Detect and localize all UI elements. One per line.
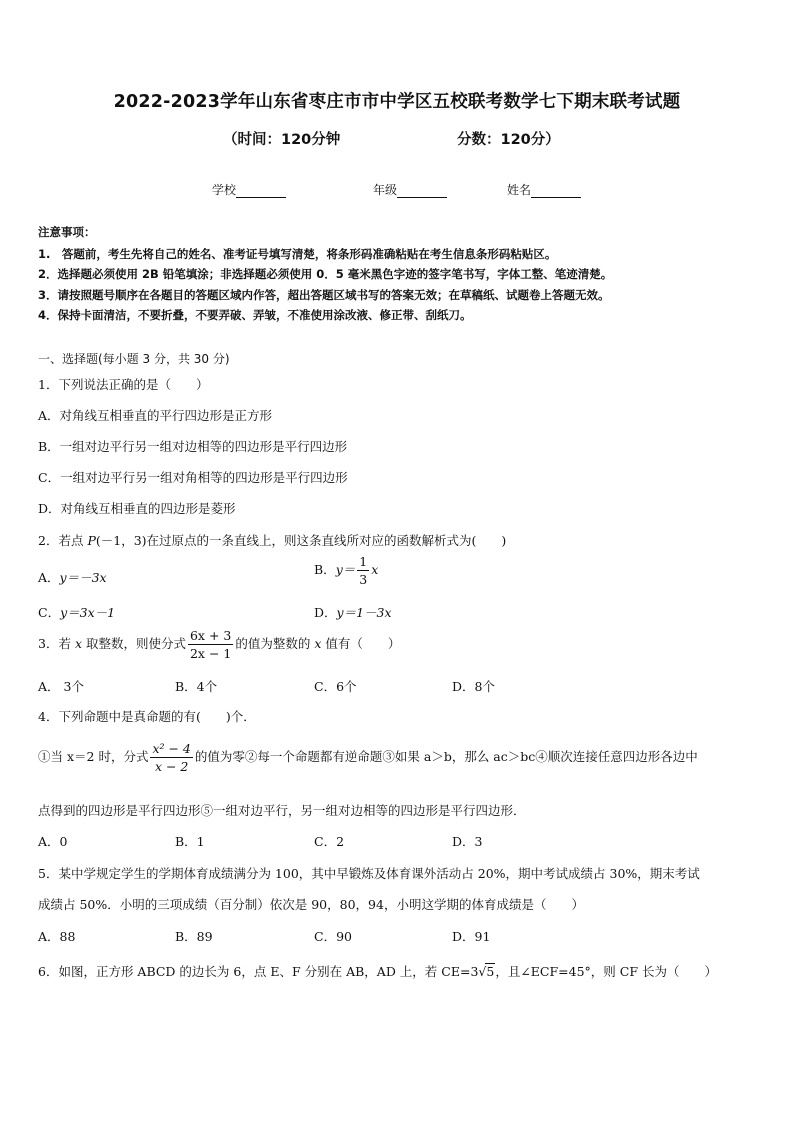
- q2-stem: [38, 531, 506, 549]
- q2-option-d: [314, 603, 392, 621]
- q2-option-b-post: x: [371, 562, 379, 577]
- q4-fraction: [150, 740, 192, 775]
- notice-heading: 注意事项：: [38, 225, 96, 239]
- q4-line1-post: 的值为零②每一个命题都有逆命题③如果 a＞b，那么 ac＞bc④顺次连接任意四边形各边中: [194, 749, 698, 764]
- q2-stem-post: (－1，3)在过原点的一条直线上，则这条直线所对应的函数解析式为( ): [95, 533, 507, 548]
- grade-blank: [397, 185, 447, 198]
- q1-stem: 1．下列说法正确的是（ ）: [38, 377, 209, 392]
- q4-option-c: C．2: [314, 834, 345, 849]
- fraction-denominator: [150, 758, 192, 775]
- q5-option-b: B．89: [175, 929, 213, 944]
- fraction-denominator: 3: [359, 572, 368, 587]
- q2-option-a: [38, 568, 107, 586]
- grade-label: 年级: [373, 183, 398, 197]
- name-blank: [531, 185, 581, 198]
- q6-stem: [38, 962, 717, 980]
- q2-option-d-label: D．: [314, 605, 337, 620]
- q6-stem-post: ，且∠ECF=45°，则 CF 长为（ ）: [495, 964, 717, 979]
- q2-option-b-fraction: [357, 553, 369, 588]
- school-label: 学校: [212, 183, 237, 197]
- q1-option-c: C．一组对边平行另一组对角相等的四边形是平行四边形: [38, 470, 348, 485]
- q2-option-a-expr: y＝－3x: [59, 570, 107, 585]
- q4-option-d: D．3: [452, 834, 483, 849]
- q3-option-c: C．6个: [314, 679, 357, 694]
- q1-option-b: B．一组对边平行另一组对边相等的四边形是平行四边形: [38, 439, 348, 454]
- q5-option-d: D．91: [452, 929, 491, 944]
- q2-stem-pre: 2．若点: [38, 533, 88, 548]
- q3-option-d: D．8个: [452, 679, 495, 694]
- notice-item-1: 1. 答题前，考生先将自己的姓名、准考证号填写清楚，将条形码准确粘贴在考生信息条形码粘贴区。: [38, 247, 557, 261]
- q2-option-c-label: C．: [38, 605, 61, 620]
- q3-stem-mid: 取整数，则使分式: [82, 636, 186, 651]
- q2-option-b: [314, 553, 378, 588]
- q3-stem: [38, 627, 400, 662]
- q4-line1-pre: ①当 x＝2 时，分式: [38, 749, 149, 764]
- q2-option-a-label: A．: [38, 570, 60, 585]
- q4-stem: 4．下列命题中是真命题的有( )个．: [38, 709, 256, 724]
- notice-item-3: 3．请按照题号顺序在各题目的答题区域内作答，超出答题区域书写的答案无效；在草稿纸、试题卷上答题无效。: [38, 288, 610, 302]
- q2-option-b-pre: y＝: [335, 562, 356, 577]
- fraction-numerator: [150, 740, 192, 758]
- name-field: [507, 181, 581, 198]
- q1-option-a: A．对角线互相垂直的平行四边形是正方形: [38, 408, 273, 423]
- q5-line-1: 5．某中学规定学生的学期体育成绩满分为 100，其中早锻炼及体育课外活动占 20%，期中考试成绩占 30%，期末考试: [38, 866, 700, 881]
- q3-stem-pre: 3．若: [38, 636, 75, 651]
- q2-option-c: [38, 603, 115, 621]
- exam-title: 2022-2023学年山东省枣庄市市中学区五校联考数学七下期末联考试题: [113, 92, 681, 112]
- q3-stem-post1: 的值为整数的: [235, 636, 315, 651]
- name-label: 姓名: [507, 183, 532, 197]
- fraction-numerator: 6x + 3: [189, 628, 232, 643]
- exam-time: （时间：120分钟: [223, 132, 341, 148]
- notice-item-2: 2．选择题必须使用 2B 铅笔填涂；非选择题必须使用 0．5 毫米黑色字迹的签字笔书写，字体工整、笔迹清楚。: [38, 267, 613, 281]
- q4-option-b: B．1: [175, 834, 205, 849]
- school-blank: [236, 185, 286, 198]
- q6-stem-pre: 6．如图，正方形 ABCD 的边长为 6，点 E、F 分别在 AB，AD 上，若 CE=3: [38, 964, 479, 979]
- grade-field: [373, 181, 447, 198]
- q4-numerator: x² − 4: [152, 741, 191, 756]
- school-field: [212, 181, 286, 198]
- q1-option-d: D．对角线互相垂直的四边形是菱形: [38, 501, 236, 516]
- sqrt-icon: √: [478, 964, 487, 979]
- q4-line-2: 点得到的四边形是平行四边形⑤一组对边平行，另一组对边相等的四边形是平行四边形．: [38, 803, 526, 818]
- q5-line-2: 成绩占 50%．小明的三项成绩（百分制）依次是 90，80，94，小明这学期的体育成绩是（ ）: [38, 897, 584, 912]
- q3-var-2: x: [314, 636, 322, 651]
- q2-option-c-expr: y＝3x－1: [60, 605, 116, 620]
- q2-option-b-label: B．: [314, 562, 336, 577]
- q6-radicand: 5: [486, 964, 495, 979]
- q2-point: P: [87, 533, 96, 548]
- exam-score: 分数：120分）: [457, 132, 560, 148]
- q2-option-d-expr: y＝1－3x: [336, 605, 392, 620]
- q3-fraction: [188, 627, 233, 662]
- q3-stem-post2: 值有（ ）: [321, 636, 401, 651]
- q3-option-a: A． 3个: [38, 679, 84, 694]
- q3-option-b: B．4个: [175, 679, 218, 694]
- q4-line-1: [38, 740, 698, 775]
- fraction-denominator: 2x − 1: [189, 646, 232, 661]
- fraction-numerator: 1: [359, 554, 368, 569]
- q5-option-c: C．90: [314, 929, 352, 944]
- q5-option-a: A．88: [38, 929, 76, 944]
- notice-item-4: 4．保持卡面清洁，不要折叠，不要弄破、弄皱，不准使用涂改液、修正带、刮纸刀。: [38, 308, 472, 322]
- q4-option-a: A．0: [38, 834, 68, 849]
- section-heading: 一、选择题(每小题 3 分，共 30 分): [38, 352, 230, 366]
- q4-denominator: x − 2: [154, 759, 189, 774]
- q3-var: x: [74, 636, 82, 651]
